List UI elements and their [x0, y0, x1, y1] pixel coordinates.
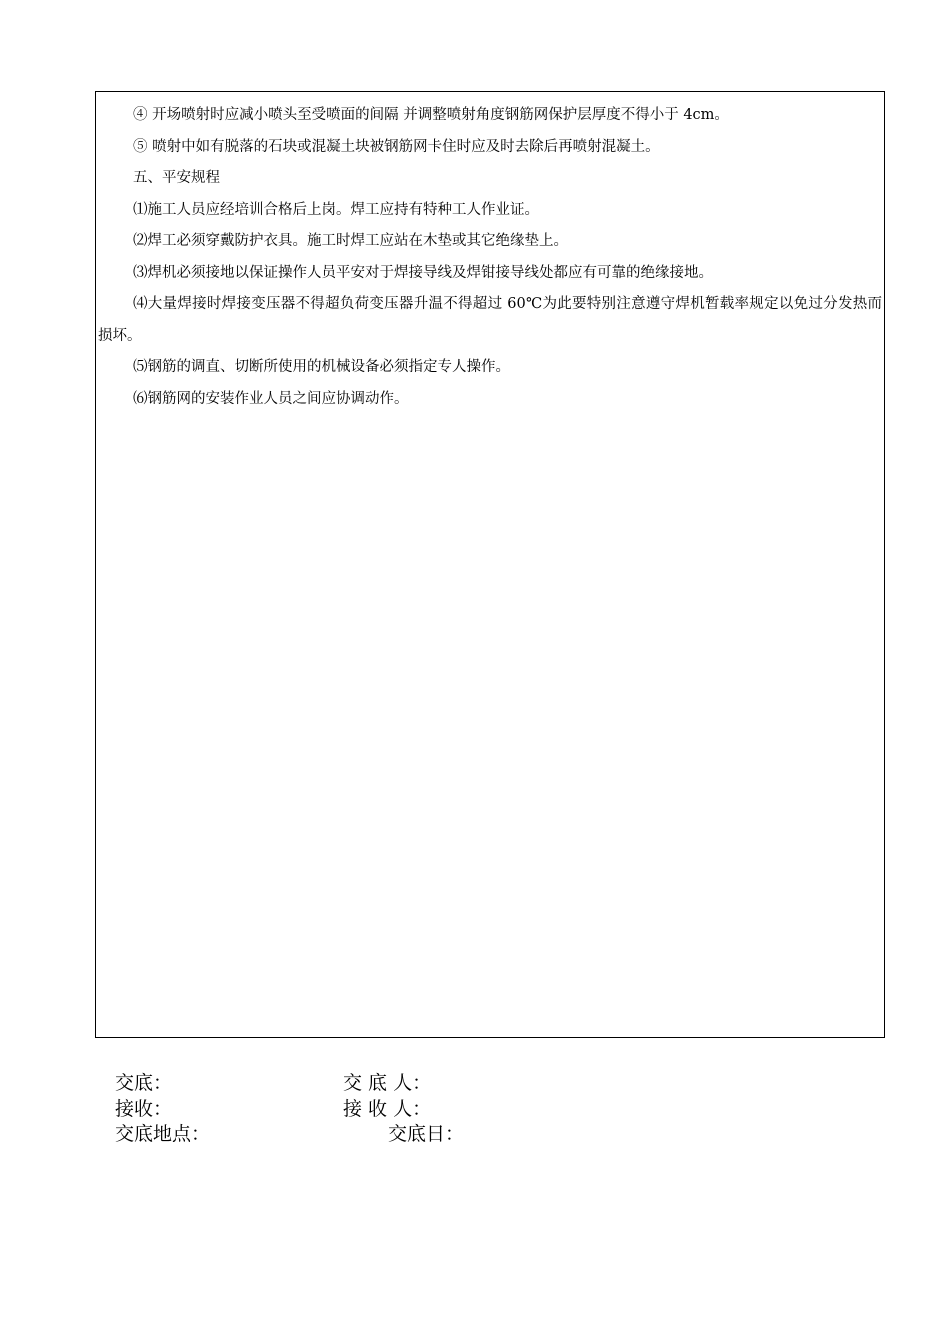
discloser-person-label: 交 底 人： — [343, 1072, 432, 1094]
section-heading-safety: 五、平安规程 — [133, 170, 220, 186]
content-line-safety-3: ⑶焊机必须接地以保证操作人员平安对于焊接导线及焊钳接导线处都应有可靠的绝缘接地。 — [133, 264, 713, 281]
discloser-label: 交底： — [115, 1072, 173, 1094]
content-line-shotcrete-debris: ⑤ 喷射中如有脱落的石块或混凝土块被钢筋网卡住时应及时去除后再喷射混凝土。 — [133, 138, 660, 155]
content-line-shotcrete-start: ④ 开场喷射时应减小喷头至受喷面的间隔 并调整喷射角度钢筋网保护层厚度不得小于 4cm。 — [133, 107, 729, 123]
content-line-safety-6: ⑹钢筋网的安装作业人员之间应协调动作。 — [133, 390, 409, 407]
receiver-person-label: 接 收 人： — [343, 1098, 432, 1120]
content-line-safety-4: ⑷大量焊接时焊接变压器不得超负荷变压器升温不得超过 60℃为此要特别注意遵守焊机暂载率规定以免过分发热而损坏。 — [98, 296, 882, 344]
receiver-label: 接收： — [115, 1098, 173, 1120]
disclosure-content-box — [95, 91, 885, 1038]
date-label: 交底日： — [388, 1123, 465, 1145]
content-line-safety-2: ⑵焊工必须穿戴防护衣具。施工时焊工应站在木垫或其它绝缘垫上。 — [133, 233, 568, 249]
content-line-safety-1: ⑴施工人员应经培训合格后上岗。焊工应持有特种工人作业证。 — [133, 201, 539, 218]
location-label: 交底地点： — [115, 1123, 211, 1145]
disclosure-content — [96, 100, 884, 415]
content-line-safety-5: ⑸钢筋的调直、切断所使用的机械设备必须指定专人操作。 — [133, 359, 510, 375]
